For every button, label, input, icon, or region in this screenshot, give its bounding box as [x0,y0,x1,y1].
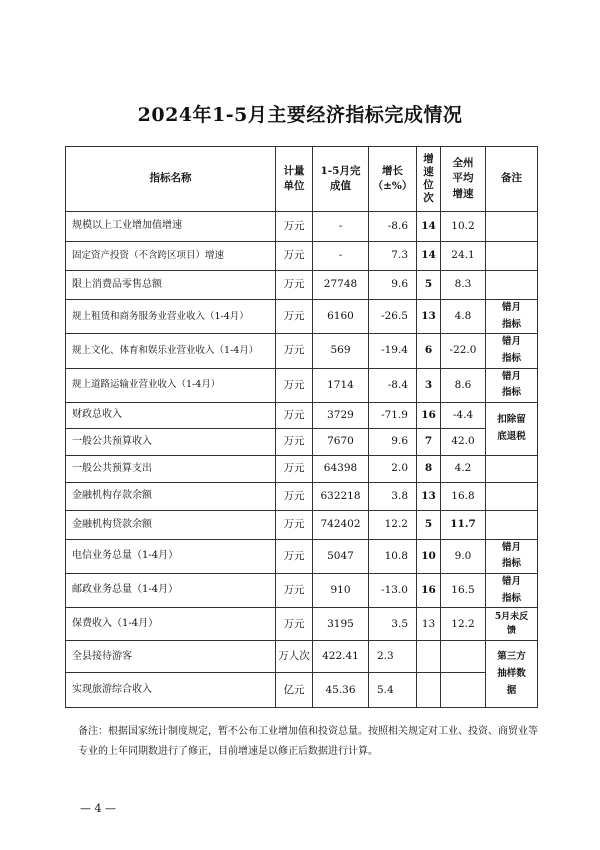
cell-unit: 万元 [276,510,313,539]
cell-rank: 5 [417,271,441,300]
cell-name: 规上文化、体育和娱乐业营业收入（1-4月） [66,334,276,368]
cell-value: 64398 [313,455,369,482]
cell-prov: -4.4 [441,402,486,428]
table-row [66,455,538,482]
table-row [66,673,538,708]
cell-unit: 万人次 [276,641,313,673]
cell-unit: 万元 [276,482,313,510]
cell-growth: 5.4 [369,673,417,708]
cell-growth: 10.8 [369,539,417,573]
cell-unit: 万元 [276,574,313,608]
cell-name: 全县接待游客 [66,641,276,673]
cell-prov: 4.2 [441,455,486,482]
note-mismatch-month: 错月 指标 [486,368,538,402]
cell-prov: 8.6 [441,368,486,402]
cell-value: 632218 [313,482,369,510]
table-row [66,482,538,510]
cell-prov: 9.0 [441,539,486,573]
cell-name: 固定资产投资（不含跨区项目）增速 [66,242,276,271]
cell-value: 422.41 [313,641,369,673]
indicator-table [65,146,538,708]
cell-name: 规上道路运输业营业收入（1-4月） [66,368,276,402]
cell-unit: 万元 [276,212,313,242]
cell-value: 45.36 [313,673,369,708]
page-number: — 4 — [80,802,116,815]
cell-prov: 16.5 [441,574,486,608]
header-rank: 增 速 位 次 [417,147,441,212]
table-row [66,608,538,641]
cell-name: 电信业务总量（1-4月） [66,539,276,573]
cell-rank: 13 [417,608,441,641]
table-row [66,271,538,300]
cell-growth: 9.6 [369,428,417,455]
cell-growth: 2.0 [369,455,417,482]
page-title: 2024年1-5月主要经济指标完成情况 [137,104,463,126]
cell-prov [441,641,486,673]
cell-value: - [313,242,369,271]
cell-rank: 16 [417,574,441,608]
cell-prov: -22.0 [441,334,486,368]
cell-growth: 12.2 [369,510,417,539]
cell-rank: 14 [417,212,441,242]
cell-rank: 8 [417,455,441,482]
cell-prov: 8.3 [441,271,486,300]
cell-rank: 3 [417,368,441,402]
cell-name: 金融机构存款余额 [66,482,276,510]
cell-growth: -8.4 [369,368,417,402]
cell-name: 保费收入（1-4月） [66,608,276,641]
cell-unit: 万元 [276,368,313,402]
footnote: 备注：根据国家统计制度规定，暂不公布工业增加值和投资总量。按照相关规定对工业、投资、商贸业等专业的上年同期数进行了修正，目前增速是以修正后数据进行计算。 [78,726,538,757]
cell-growth: -13.0 [369,574,417,608]
cell-unit: 万元 [276,271,313,300]
table-row [66,539,538,573]
header-value: 1-5月完 成值 [313,147,369,212]
table-row [66,242,538,271]
table-row [66,334,538,368]
cell-name: 金融机构贷款余额 [66,510,276,539]
table-row [66,300,538,334]
cell-rank: 13 [417,482,441,510]
cell-rank [417,641,441,673]
cell-rank [417,673,441,708]
cell-unit: 万元 [276,242,313,271]
cell-note [486,212,538,242]
cell-unit: 万元 [276,334,313,368]
cell-name: 实现旅游综合收入 [66,673,276,708]
cell-note [486,482,538,510]
table-row [66,574,538,608]
cell-rank: 16 [417,402,441,428]
cell-growth: -8.6 [369,212,417,242]
cell-growth: 3.5 [369,608,417,641]
cell-unit: 万元 [276,300,313,334]
table-row [66,641,538,673]
cell-unit: 亿元 [276,673,313,708]
cell-unit: 万元 [276,402,313,428]
cell-value: 5047 [313,539,369,573]
note-mismatch-month: 错月 指标 [486,334,538,368]
cell-growth: -19.4 [369,334,417,368]
cell-prov: 16.8 [441,482,486,510]
cell-value: 1714 [313,368,369,402]
cell-rank: 6 [417,334,441,368]
cell-value: 3195 [313,608,369,641]
cell-name: 规上租赁和商务服务业营业收入（1-4月） [66,300,276,334]
cell-prov: 11.7 [441,510,486,539]
cell-name: 限上消费品零售总额 [66,271,276,300]
header-name: 指标名称 [66,147,276,212]
cell-value: 3729 [313,402,369,428]
note-may-no-feedback: 5月未反 馈 [486,608,538,641]
table-header-row [66,147,538,212]
cell-growth: 9.6 [369,271,417,300]
header-growth: 增长 （±%） [369,147,417,212]
cell-value: 742402 [313,510,369,539]
note-deduct-tax: 扣除留 底退税 [486,402,538,455]
cell-value: 569 [313,334,369,368]
cell-value: 7670 [313,428,369,455]
cell-growth: -26.5 [369,300,417,334]
cell-name: 邮政业务总量（1-4月） [66,574,276,608]
cell-growth: 2.3 [369,641,417,673]
cell-prov [441,673,486,708]
cell-note [486,455,538,482]
cell-prov: 24.1 [441,242,486,271]
cell-unit: 万元 [276,455,313,482]
cell-value: 27748 [313,271,369,300]
header-prov-avg: 全州 平均 增速 [441,147,486,212]
cell-note [486,242,538,271]
cell-value: 910 [313,574,369,608]
table-row [66,402,538,428]
header-note: 备注 [486,147,538,212]
table-row [66,212,538,242]
cell-rank: 5 [417,510,441,539]
cell-unit: 万元 [276,428,313,455]
cell-value: 6160 [313,300,369,334]
cell-rank: 10 [417,539,441,573]
header-unit: 计量 单位 [276,147,313,212]
cell-name: 规模以上工业增加值增速 [66,212,276,242]
cell-note [486,510,538,539]
cell-growth: 3.8 [369,482,417,510]
cell-prov: 4.8 [441,300,486,334]
cell-growth: -71.9 [369,402,417,428]
note-mismatch-month: 错月 指标 [486,300,538,334]
cell-rank: 13 [417,300,441,334]
cell-growth: 7.3 [369,242,417,271]
cell-name: 财政总收入 [66,402,276,428]
cell-unit: 万元 [276,539,313,573]
table-row [66,368,538,402]
note-third-party: 第三方 抽样数 据 [486,641,538,708]
cell-value: - [313,212,369,242]
note-mismatch-month: 错月 指标 [486,539,538,573]
cell-rank: 7 [417,428,441,455]
cell-note [486,271,538,300]
cell-name: 一般公共预算收入 [66,428,276,455]
cell-prov: 12.2 [441,608,486,641]
table-row [66,428,538,455]
cell-name: 一般公共预算支出 [66,455,276,482]
cell-prov: 42.0 [441,428,486,455]
cell-rank: 14 [417,242,441,271]
cell-unit: 万元 [276,608,313,641]
table-row [66,510,538,539]
note-mismatch-month: 错月 指标 [486,574,538,608]
cell-prov: 10.2 [441,212,486,242]
